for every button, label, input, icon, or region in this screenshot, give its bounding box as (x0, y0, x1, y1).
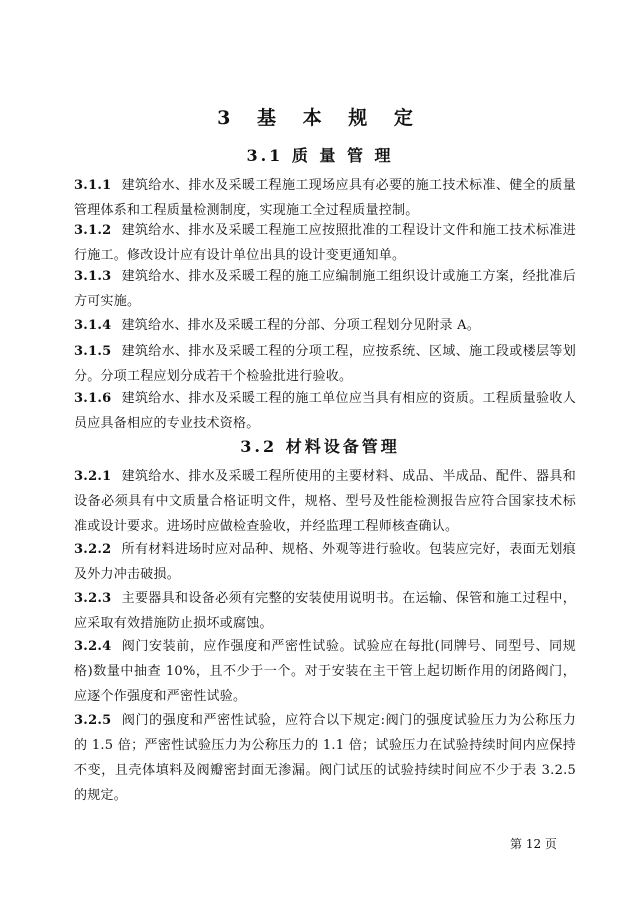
clause-text: 主要器具和设备必须有完整的安装使用说明书。在运输、保管和施工过程中，应采取有效措施防止损坏或腐蚀。 (74, 591, 576, 631)
clause-3-1-6 (74, 386, 576, 436)
clause-number: 3.1.5 (74, 344, 112, 359)
section-title-quality: 3.1 质 量 管 理 (246, 146, 394, 165)
clause-text: 建筑给水、排水及采暖工程的分项工程，应按系统、区域、施工段或楼层等划分。分项工程应划分成若干个检验批进行验收。 (74, 344, 576, 384)
clause-text: 所有材料进场时应对品种、规格、外观等进行验收。包装应完好，表面无划痕及外力冲击破损。 (74, 542, 576, 582)
clause-text: 阀门安装前，应作强度和严密性试验。试验应在每批(同牌号、同型号、同规格)数量中抽查 10%，且不少于一个。对于安装在主干管上起切断作用的闭路阀门，应逐个作强度和严密性试验。 (74, 639, 576, 704)
clause-3-1-2 (74, 218, 576, 268)
clause-number: 3.2.4 (74, 639, 112, 654)
clause-number: 3.2.2 (74, 542, 112, 557)
clause-3-2-1 (74, 464, 576, 539)
section-title-materials: 3.2 材料设备管理 (240, 437, 400, 456)
page-number: 第 12 页 (510, 837, 557, 851)
chapter-title: 3 基 本 规 定 (217, 107, 423, 129)
clause-number: 3.1.6 (74, 391, 112, 406)
clause-text: 建筑给水、排水及采暖工程的施工单位应当具有相应的资质。工程质量验收人员应具备相应的专业技术资格。 (74, 391, 576, 431)
clause-text: 建筑给水、排水及采暖工程的施工应编制施工组织设计或施工方案，经批准后方可实施。 (74, 269, 576, 309)
clause-number: 3.1.2 (74, 223, 112, 238)
clause-3-1-3 (74, 264, 576, 314)
clause-3-2-5 (74, 708, 576, 808)
clause-3-2-3 (74, 586, 576, 636)
clause-text: 建筑给水、排水及采暖工程施工应按照批准的工程设计文件和施工技术标准进行施工。修改设计应有设计单位出具的设计变更通知单。 (74, 223, 576, 263)
clause-number: 3.2.3 (74, 591, 112, 606)
clause-text: 阀门的强度和严密性试验，应符合以下规定:阀门的强度试验压力为公称压力的 1.5 倍；严密性试验压力为公称压力的 1.1 倍；试验压力在试验持续时间内应保持不变，且壳体填料及阀瓣密封面无渗漏。阀门试压的试验持续时间应不少于表 3.2.5 的规定。 (74, 713, 576, 803)
clause-number: 3.1.4 (74, 318, 112, 333)
clause-number: 3.1.3 (74, 269, 112, 284)
clause-number: 3.2.5 (74, 713, 112, 728)
clause-3-2-2 (74, 537, 576, 587)
clause-text: 建筑给水、排水及采暖工程施工现场应具有必要的施工技术标准、健全的质量管理体系和工程质量检测制度，实现施工全过程质量控制。 (74, 178, 576, 218)
clause-3-1-4 (74, 313, 576, 338)
clause-text: 建筑给水、排水及采暖工程所使用的主要材料、成品、半成品、配件、器具和设备必须具有中文质量合格证明文件，规格、型号及性能检测报告应符合国家技术标准或设计要求。进场时应做检查验收，并经监理工程师核查确认。 (74, 469, 576, 534)
clause-number: 3.2.1 (74, 469, 112, 484)
clause-3-1-1 (74, 173, 576, 223)
clause-3-2-4 (74, 634, 576, 709)
clause-text: 建筑给水、排水及采暖工程的分部、分项工程划分见附录 A。 (121, 318, 480, 333)
clause-number: 3.1.1 (74, 178, 112, 193)
clause-3-1-5 (74, 339, 576, 389)
